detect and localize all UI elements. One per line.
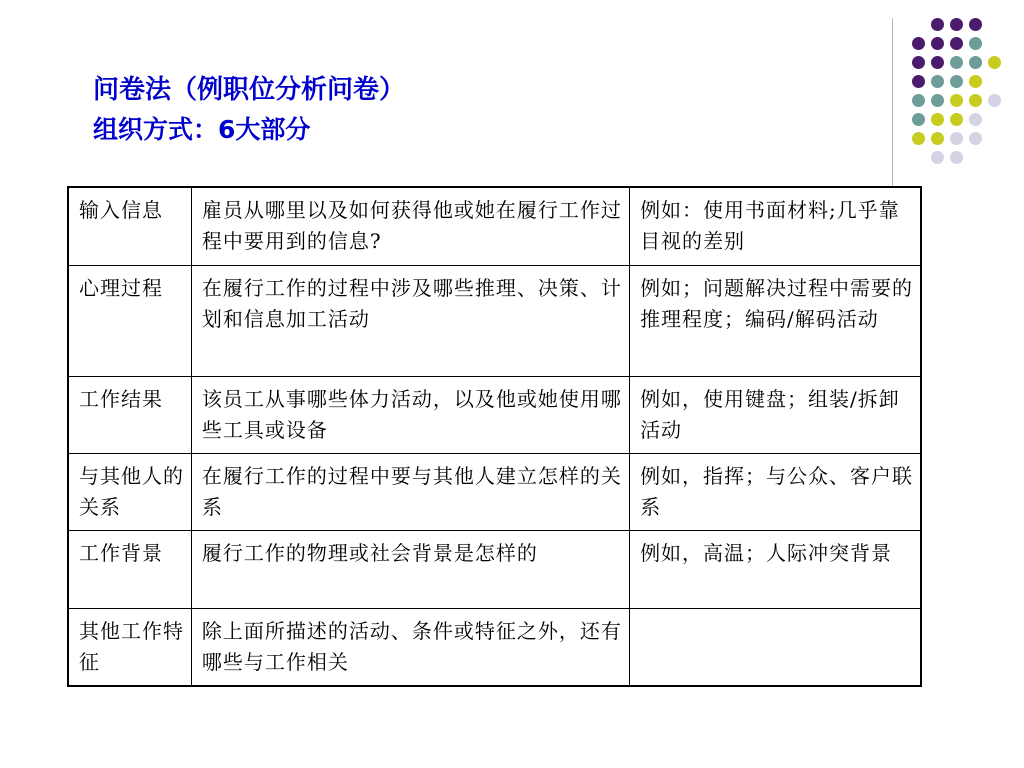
decorative-dot: [931, 132, 944, 145]
decorative-dot: [988, 56, 1001, 69]
title-line-1: 问卷法（例职位分析问卷）: [93, 75, 406, 105]
decorative-dot: [950, 75, 963, 88]
decorative-dot: [969, 75, 982, 88]
decorative-dot: [931, 151, 944, 164]
description-cell: 履行工作的物理或社会背景是怎样的: [191, 531, 629, 609]
decorative-dot: [950, 18, 963, 31]
decorative-dot: [969, 18, 982, 31]
table-row: [68, 531, 921, 609]
decorative-dot: [969, 132, 982, 145]
table-row: [68, 187, 921, 266]
table-row: [68, 266, 921, 377]
decorative-dot: [950, 132, 963, 145]
decorative-dot: [931, 37, 944, 50]
decorative-dot: [931, 18, 944, 31]
example-cell: 例如，指挥；与公众、客户联系: [630, 454, 921, 531]
decorative-dot: [969, 37, 982, 50]
decorative-dot: [950, 56, 963, 69]
category-cell: 心理过程: [68, 266, 191, 377]
decorative-dot: [950, 113, 963, 126]
decorative-dot: [912, 132, 925, 145]
table-row: [68, 377, 921, 454]
example-cell: 例如：使用书面材料;几乎靠目视的差别: [630, 187, 921, 266]
decorative-divider-line: [892, 18, 893, 186]
decorative-dot: [931, 94, 944, 107]
decorative-dot: [912, 37, 925, 50]
description-cell: 除上面所描述的活动、条件或特征之外，还有哪些与工作相关: [191, 609, 629, 687]
decorative-dot: [969, 56, 982, 69]
description-cell: 在履行工作的过程中涉及哪些推理、决策、计划和信息加工活动: [191, 266, 629, 377]
decorative-dot: [950, 37, 963, 50]
example-cell: [630, 609, 921, 687]
decorative-dot: [931, 113, 944, 126]
category-cell: 工作背景: [68, 531, 191, 609]
decorative-dot: [912, 113, 925, 126]
decorative-dot: [969, 113, 982, 126]
slide-title: [93, 70, 405, 150]
decorative-dot: [950, 94, 963, 107]
decorative-dot: [950, 151, 963, 164]
category-cell: 其他工作特征: [68, 609, 191, 687]
table-row: [68, 454, 921, 531]
job-analysis-table: [67, 186, 922, 687]
description-cell: 雇员从哪里以及如何获得他或她在履行工作过程中要用到的信息?: [191, 187, 629, 266]
category-cell: 输入信息: [68, 187, 191, 266]
example-cell: 例如，高温；人际冲突背景: [630, 531, 921, 609]
title-line-2: 组织方式：6大部分: [93, 115, 311, 144]
decorative-dot: [969, 94, 982, 107]
decorative-dot: [931, 56, 944, 69]
description-cell: 在履行工作的过程中要与其他人建立怎样的关系: [191, 454, 629, 531]
table-row: [68, 609, 921, 687]
category-cell: 工作结果: [68, 377, 191, 454]
decorative-dot: [912, 94, 925, 107]
example-cell: 例如，使用键盘；组装/拆卸活动: [630, 377, 921, 454]
category-cell: 与其他人的关系: [68, 454, 191, 531]
decorative-dot: [912, 75, 925, 88]
decorative-dot: [931, 75, 944, 88]
description-cell: 该员工从事哪些体力活动，以及他或她使用哪些工具或设备: [191, 377, 629, 454]
decorative-dot: [912, 56, 925, 69]
decorative-dot: [988, 94, 1001, 107]
example-cell: 例如；问题解决过程中需要的推理程度；编码/解码活动: [630, 266, 921, 377]
